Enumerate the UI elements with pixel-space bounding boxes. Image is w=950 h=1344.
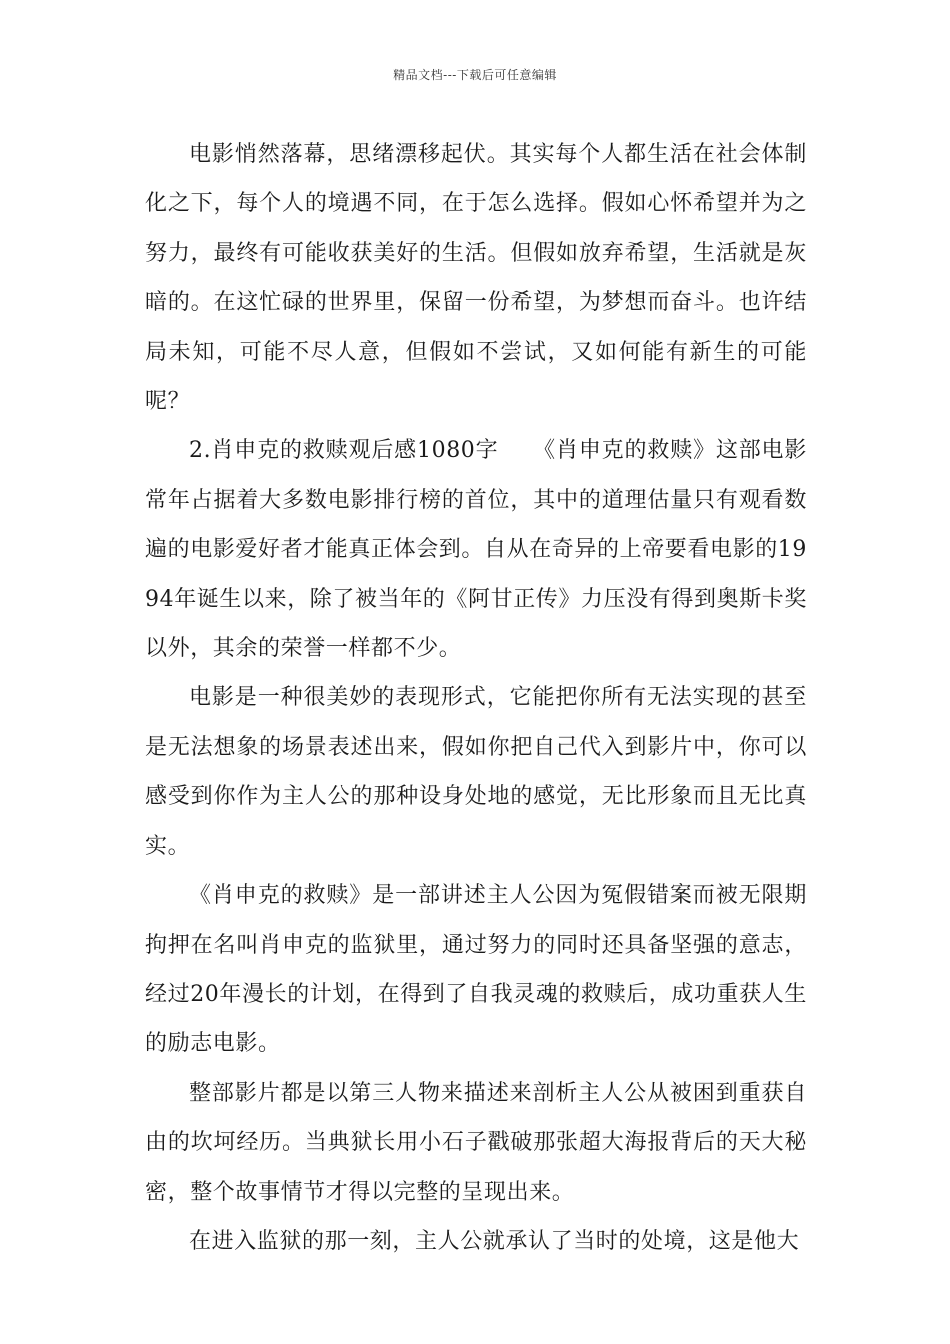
paragraph-3: 电影是一种很美妙的表现形式，它能把你所有无法实现的甚至是无法想象的场景表述出来，假如你把自己代入到影片中，你可以感受到你作为主人公的那种设身处地的感觉，无比形象而且无比真实。 — [145, 685, 807, 859]
paragraph-4: 《肖申克的救赎》是一部讲述主人公因为冤假错案而被无限期拘押在名叫肖申克的监狱里，通过努力的同时还具备坚强的意志，经过20年漫长的计划，在得到了自我灵魂的救赎后，成功重获人生的励志电影。 — [145, 883, 807, 1057]
paragraph-6: 在进入监狱的那一刻，主人公就承认了当时的处境，这是他大 — [189, 1228, 800, 1254]
document-body — [145, 130, 807, 1266]
paragraph-5: 整部影片都是以第三人物来描述来剖析主人公从被困到重获自由的坎坷经历。当典狱长用小石子戳破那张超大海报背后的天大秘密，整个故事情节才得以完整的呈现出来。 — [145, 1080, 807, 1205]
page-header: 精品文档---下载后可任意编辑 — [393, 68, 557, 82]
paragraph-1: 电影悄然落幕，思绪漂移起伏。其实每个人都生活在社会体制化之下，每个人的境遇不同，在于怎么选择。假如心怀希望并为之努力，最终有可能收获美好的生活。但假如放弃希望，生活就是灰暗的。在这忙碌的世界里，保留一份希望，为梦想而奋斗。也许结局未知，可能不尽人意，但假如不尝试，又如何能有新生的可能呢？ — [145, 142, 807, 415]
paragraph-2: 2.肖申克的救赎观后感1080字 《肖申克的救赎》这部电影常年占据着大多数电影排行榜的首位，其中的道理估量只有观看数遍的电影爱好者才能真正体会到。自从在奇异的上帝要看电影的1994年诞生以来，除了被当年的《阿甘正传》力压没有得到奥斯卡奖以外，其余的荣誉一样都不少。 — [145, 438, 807, 662]
